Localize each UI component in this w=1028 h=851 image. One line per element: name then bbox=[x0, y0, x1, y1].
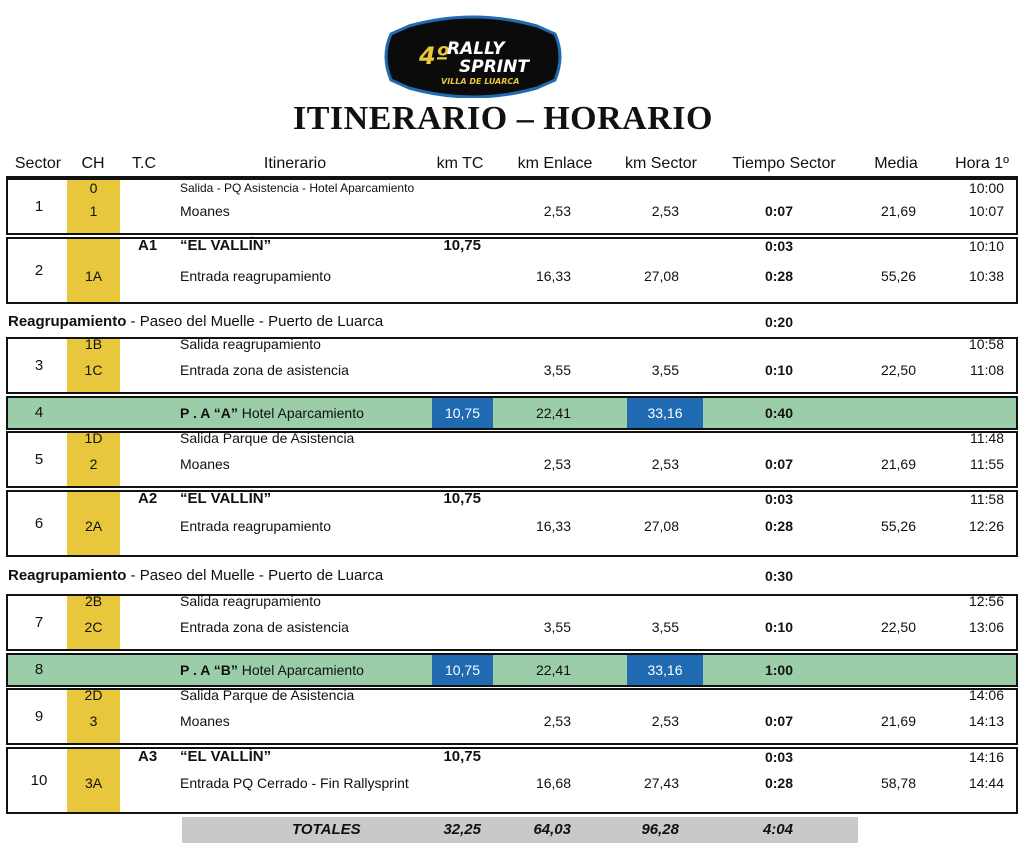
regroup-tiempo: 0:30 bbox=[764, 568, 793, 584]
itinerary-text: Salida Parque de Asistencia bbox=[180, 687, 355, 703]
tiempo-cell: 1:00 bbox=[764, 662, 793, 678]
itinerary-text: Moanes bbox=[180, 713, 230, 729]
tiempo-cell: 0:03 bbox=[764, 491, 793, 507]
km-enlace-cell: 3,55 bbox=[543, 619, 571, 635]
hora-cell: 11:08 bbox=[970, 362, 1004, 378]
header-cell: Itinerario bbox=[263, 155, 327, 172]
km-tc-cell: 10,75 bbox=[432, 655, 493, 685]
tiempo-cell: 0:07 bbox=[764, 456, 793, 472]
hora-cell: 10:10 bbox=[968, 238, 1004, 254]
hora-cell: 14:44 bbox=[968, 775, 1004, 791]
km-sector-cell: 33,16 bbox=[627, 655, 703, 685]
tiempo-cell: 0:10 bbox=[764, 362, 793, 378]
media-cell: 21,69 bbox=[880, 456, 916, 472]
hora-cell: 12:26 bbox=[968, 518, 1004, 534]
itinerary-text: Salida - PQ Asistencia - Hotel Aparcamiento bbox=[180, 181, 415, 195]
tiempo-cell: 0:28 bbox=[764, 775, 793, 791]
stage-code: A1 bbox=[138, 237, 158, 254]
hora-cell: 11:48 bbox=[970, 430, 1004, 446]
tiempo-cell: 0:28 bbox=[764, 268, 793, 284]
tiempo-cell: 0:10 bbox=[764, 619, 793, 635]
media-cell: 22,50 bbox=[880, 362, 916, 378]
media-cell: 58,78 bbox=[880, 775, 916, 791]
km-sector-cell: 27,43 bbox=[643, 775, 679, 791]
km-sector-cell: 27,08 bbox=[643, 268, 679, 284]
hora-cell: 10:38 bbox=[968, 268, 1004, 284]
ch-code: 2 bbox=[89, 456, 98, 472]
ch-code: 0 bbox=[89, 180, 98, 196]
km-enlace-cell: 2,53 bbox=[543, 203, 571, 219]
ch-code: 1D bbox=[84, 430, 103, 446]
km-sector-cell: 33,16 bbox=[627, 398, 703, 428]
hora-cell: 14:06 bbox=[968, 687, 1004, 703]
hora-cell: 12:56 bbox=[968, 593, 1004, 609]
itinerary-text: “EL VALLÍN” bbox=[180, 490, 272, 507]
header-cell: Hora 1º bbox=[955, 155, 1009, 172]
tiempo-cell: 0:28 bbox=[764, 518, 793, 534]
sector-number: 9 bbox=[34, 707, 44, 725]
ch-code: 1C bbox=[84, 362, 103, 378]
km-enlace-cell: 2,53 bbox=[543, 456, 571, 472]
regroup-place: - Paseo del Muelle - Puerto de Luarca bbox=[126, 567, 384, 584]
itinerary-text: Salida Parque de Asistencia bbox=[180, 430, 355, 446]
km-sector-cell: 27,08 bbox=[643, 518, 679, 534]
sector-number: 7 bbox=[34, 613, 44, 631]
svg-text:SPRINT: SPRINT bbox=[459, 57, 529, 77]
media-cell: 55,26 bbox=[880, 268, 916, 284]
hora-cell: 13:06 bbox=[968, 619, 1004, 635]
hora-cell: 11:55 bbox=[970, 456, 1004, 472]
sector-number: 5 bbox=[34, 450, 44, 468]
km-enlace-cell: 2,53 bbox=[543, 713, 571, 729]
ch-code: 1 bbox=[89, 203, 98, 219]
svg-text:VILLA DE LUARCA: VILLA DE LUARCA bbox=[441, 77, 520, 86]
km-sector-cell: 2,53 bbox=[651, 456, 679, 472]
tiempo-cell: 0:03 bbox=[764, 238, 793, 254]
totals-km-enlace: 64,03 bbox=[533, 821, 571, 838]
itinerary-text: Salida reagrupamiento bbox=[180, 593, 321, 609]
itinerary-text: Moanes bbox=[180, 456, 230, 472]
ch-code: 3A bbox=[84, 775, 103, 791]
km-enlace-cell: 3,55 bbox=[543, 362, 571, 378]
regroup-place: - Paseo del Muelle - Puerto de Luarca bbox=[126, 313, 384, 330]
totals-tiempo: 4:04 bbox=[762, 821, 793, 838]
regroup-label: Reagrupamiento bbox=[8, 313, 127, 330]
totals-km-sector: 96,28 bbox=[641, 821, 679, 838]
itinerary-text: Salida reagrupamiento bbox=[180, 336, 321, 352]
ch-code: 2A bbox=[84, 518, 103, 534]
regroup-tiempo: 0:20 bbox=[764, 314, 793, 330]
ch-code: 1B bbox=[84, 336, 103, 352]
header-cell: Media bbox=[874, 155, 918, 172]
hora-cell: 10:00 bbox=[968, 180, 1004, 196]
rally-logo bbox=[379, 14, 567, 98]
km-enlace-cell: 16,33 bbox=[535, 518, 571, 534]
km-enlace-cell: 22,41 bbox=[535, 662, 571, 678]
header-cell: km Enlace bbox=[517, 155, 593, 172]
km-enlace-cell: 22,41 bbox=[535, 405, 571, 421]
assistance-park bbox=[180, 660, 364, 680]
km-enlace-cell: 16,68 bbox=[535, 775, 571, 791]
assistance-park-place: Hotel Aparcamiento bbox=[237, 662, 364, 678]
km-tc-cell: 10,75 bbox=[443, 237, 481, 254]
ch-code: 1A bbox=[84, 268, 103, 284]
tiempo-cell: 0:07 bbox=[764, 713, 793, 729]
km-sector-cell: 2,53 bbox=[651, 713, 679, 729]
sector-number: 2 bbox=[34, 261, 44, 279]
sector-number: 4 bbox=[34, 404, 44, 421]
header-cell: T.C bbox=[132, 155, 156, 172]
itinerary-text: Entrada reagrupamiento bbox=[180, 268, 331, 284]
itinerary-text: Entrada PQ Cerrado - Fin Rallysprint bbox=[180, 775, 409, 791]
media-cell: 21,69 bbox=[880, 713, 916, 729]
media-cell: 22,50 bbox=[880, 619, 916, 635]
km-sector-cell: 3,55 bbox=[651, 362, 679, 378]
media-cell: 21,69 bbox=[880, 203, 916, 219]
km-sector-cell: 3,55 bbox=[651, 619, 679, 635]
km-tc-cell: 10,75 bbox=[432, 398, 493, 428]
ch-code: 3 bbox=[89, 713, 98, 729]
ch-code: 2C bbox=[84, 619, 103, 635]
hora-cell: 10:58 bbox=[968, 336, 1004, 352]
tiempo-cell: 0:03 bbox=[764, 749, 793, 765]
itinerary-text: Entrada reagrupamiento bbox=[180, 518, 331, 534]
sector-number: 8 bbox=[34, 661, 44, 678]
itinerary-text: “EL VALLÍN” bbox=[180, 237, 272, 254]
header-cell: km TC bbox=[436, 155, 484, 172]
itinerary-text: Moanes bbox=[180, 203, 230, 219]
page-title: ITINERARIO – HORARIO bbox=[293, 100, 713, 137]
totals-km-tc: 32,25 bbox=[443, 821, 481, 838]
assistance-park-label: P . A “B” bbox=[180, 662, 238, 678]
km-tc-cell: 10,75 bbox=[443, 748, 481, 765]
stage-code: A2 bbox=[138, 490, 158, 507]
hora-cell: 10:07 bbox=[968, 203, 1004, 219]
ch-code: 2D bbox=[84, 687, 103, 703]
km-tc-cell: 10,75 bbox=[443, 490, 481, 507]
km-sector-cell: 2,53 bbox=[651, 203, 679, 219]
media-cell: 55,26 bbox=[880, 518, 916, 534]
assistance-park-place: Hotel Aparcamiento bbox=[237, 405, 364, 421]
header-cell: Tiempo Sector bbox=[732, 155, 836, 172]
assistance-park bbox=[180, 403, 364, 423]
regroup-row bbox=[8, 566, 383, 586]
svg-text:4º: 4º bbox=[419, 42, 450, 70]
tiempo-cell: 0:40 bbox=[764, 405, 793, 421]
header-cell: CH bbox=[81, 155, 105, 172]
stage-code: A3 bbox=[138, 748, 158, 765]
header-cell: km Sector bbox=[624, 155, 697, 172]
assistance-park-label: P . A “A” bbox=[180, 405, 238, 421]
sector-number: 10 bbox=[30, 771, 48, 789]
regroup-label: Reagrupamiento bbox=[8, 567, 127, 584]
svg-text:RALLY: RALLY bbox=[447, 39, 505, 59]
itinerary-text: Entrada zona de asistencia bbox=[180, 619, 349, 635]
itinerary-text: “EL VALLÍN” bbox=[180, 748, 272, 765]
regroup-row bbox=[8, 312, 383, 332]
header-cell: Sector bbox=[14, 155, 62, 172]
hora-cell: 14:13 bbox=[968, 713, 1004, 729]
hora-cell: 14:16 bbox=[968, 749, 1004, 765]
sector-number: 1 bbox=[34, 197, 44, 215]
sector-number: 6 bbox=[34, 514, 44, 532]
totals-label: TOTALES bbox=[292, 821, 361, 838]
km-enlace-cell: 16,33 bbox=[535, 268, 571, 284]
sector-number: 3 bbox=[34, 356, 44, 374]
itinerary-text: Entrada zona de asistencia bbox=[180, 362, 349, 378]
tiempo-cell: 0:07 bbox=[764, 203, 793, 219]
ch-code: 2B bbox=[84, 593, 103, 609]
hora-cell: 11:58 bbox=[970, 491, 1004, 507]
